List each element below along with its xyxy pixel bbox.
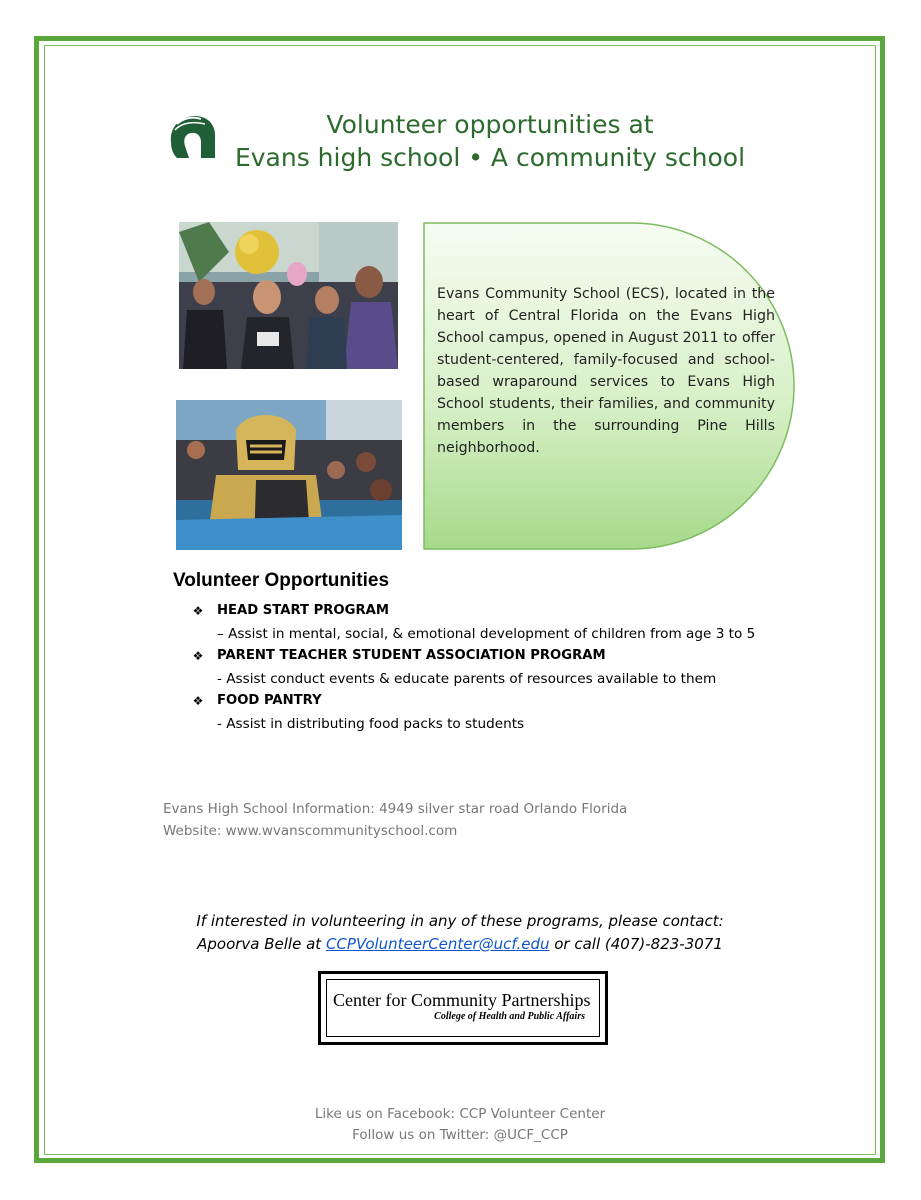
opportunity-name: FOOD PANTRY (217, 693, 322, 708)
diamond-bullet-icon: ❖ (192, 604, 204, 618)
school-info (163, 798, 627, 842)
opportunities-list (190, 600, 790, 735)
contact-line-1: If interested in volunteering in any of these programs, please contact: (196, 912, 724, 930)
opportunity-desc: – Assist in mental, social, & emotional development of children from age 3 to 5 (217, 625, 756, 642)
knightro-mascot-hug-photo (176, 400, 402, 550)
opportunity-name: PARENT TEACHER STUDENT ASSOCIATION PROGRAM (217, 648, 606, 663)
list-item (190, 645, 790, 690)
cheerleaders-crowd-photo (179, 222, 398, 369)
school-address: Evans High School Information: 4949 silver star road Orlando Florida (163, 801, 628, 817)
title-line-2: Evans high school • A community school (234, 143, 746, 172)
social-links (260, 1104, 660, 1146)
opportunities-heading: Volunteer Opportunities (173, 570, 390, 591)
list-item (190, 690, 790, 735)
contact-phone: or call (407)-823-3071 (549, 935, 723, 953)
contact-line-2 (130, 933, 790, 956)
list-item (190, 600, 790, 645)
twitter-text: Follow us on Twitter: @UCF_CCP (352, 1127, 568, 1143)
title-line-1: Volunteer opportunities at (326, 110, 654, 139)
ccp-logo-subtitle: College of Health and Public Affairs (434, 1011, 585, 1022)
school-website: Website: www.wvanscommunityschool.com (163, 823, 458, 839)
diamond-bullet-icon: ❖ (192, 649, 204, 663)
opportunity-desc: - Assist in distributing food packs to students (217, 715, 525, 732)
contact-name: Apoorva Belle at (197, 935, 326, 953)
ccp-logo (318, 971, 608, 1045)
contact-block (130, 910, 790, 956)
page-title (180, 108, 800, 174)
ccp-logo-name: Center for Community Partnerships (333, 990, 591, 1010)
contact-email-link[interactable]: CCPVolunteerCenter@ucf.edu (325, 935, 550, 953)
intro-text: Evans Community School (ECS), located in the heart of Central Florida on the Evans High School campus, opened in August 2011 to offer student-centered, family-focused and school-based wraparound services to Evans High School students, their families, and community members in the surrounding Pine Hills neighborhood. (437, 286, 775, 456)
facebook-text: Like us on Facebook: CCP Volunteer Center (314, 1106, 606, 1122)
opportunity-desc: - Assist conduct events & educate parents of resources available to them (217, 670, 717, 687)
diamond-bullet-icon: ❖ (192, 694, 204, 708)
opportunity-name: HEAD START PROGRAM (217, 603, 389, 618)
